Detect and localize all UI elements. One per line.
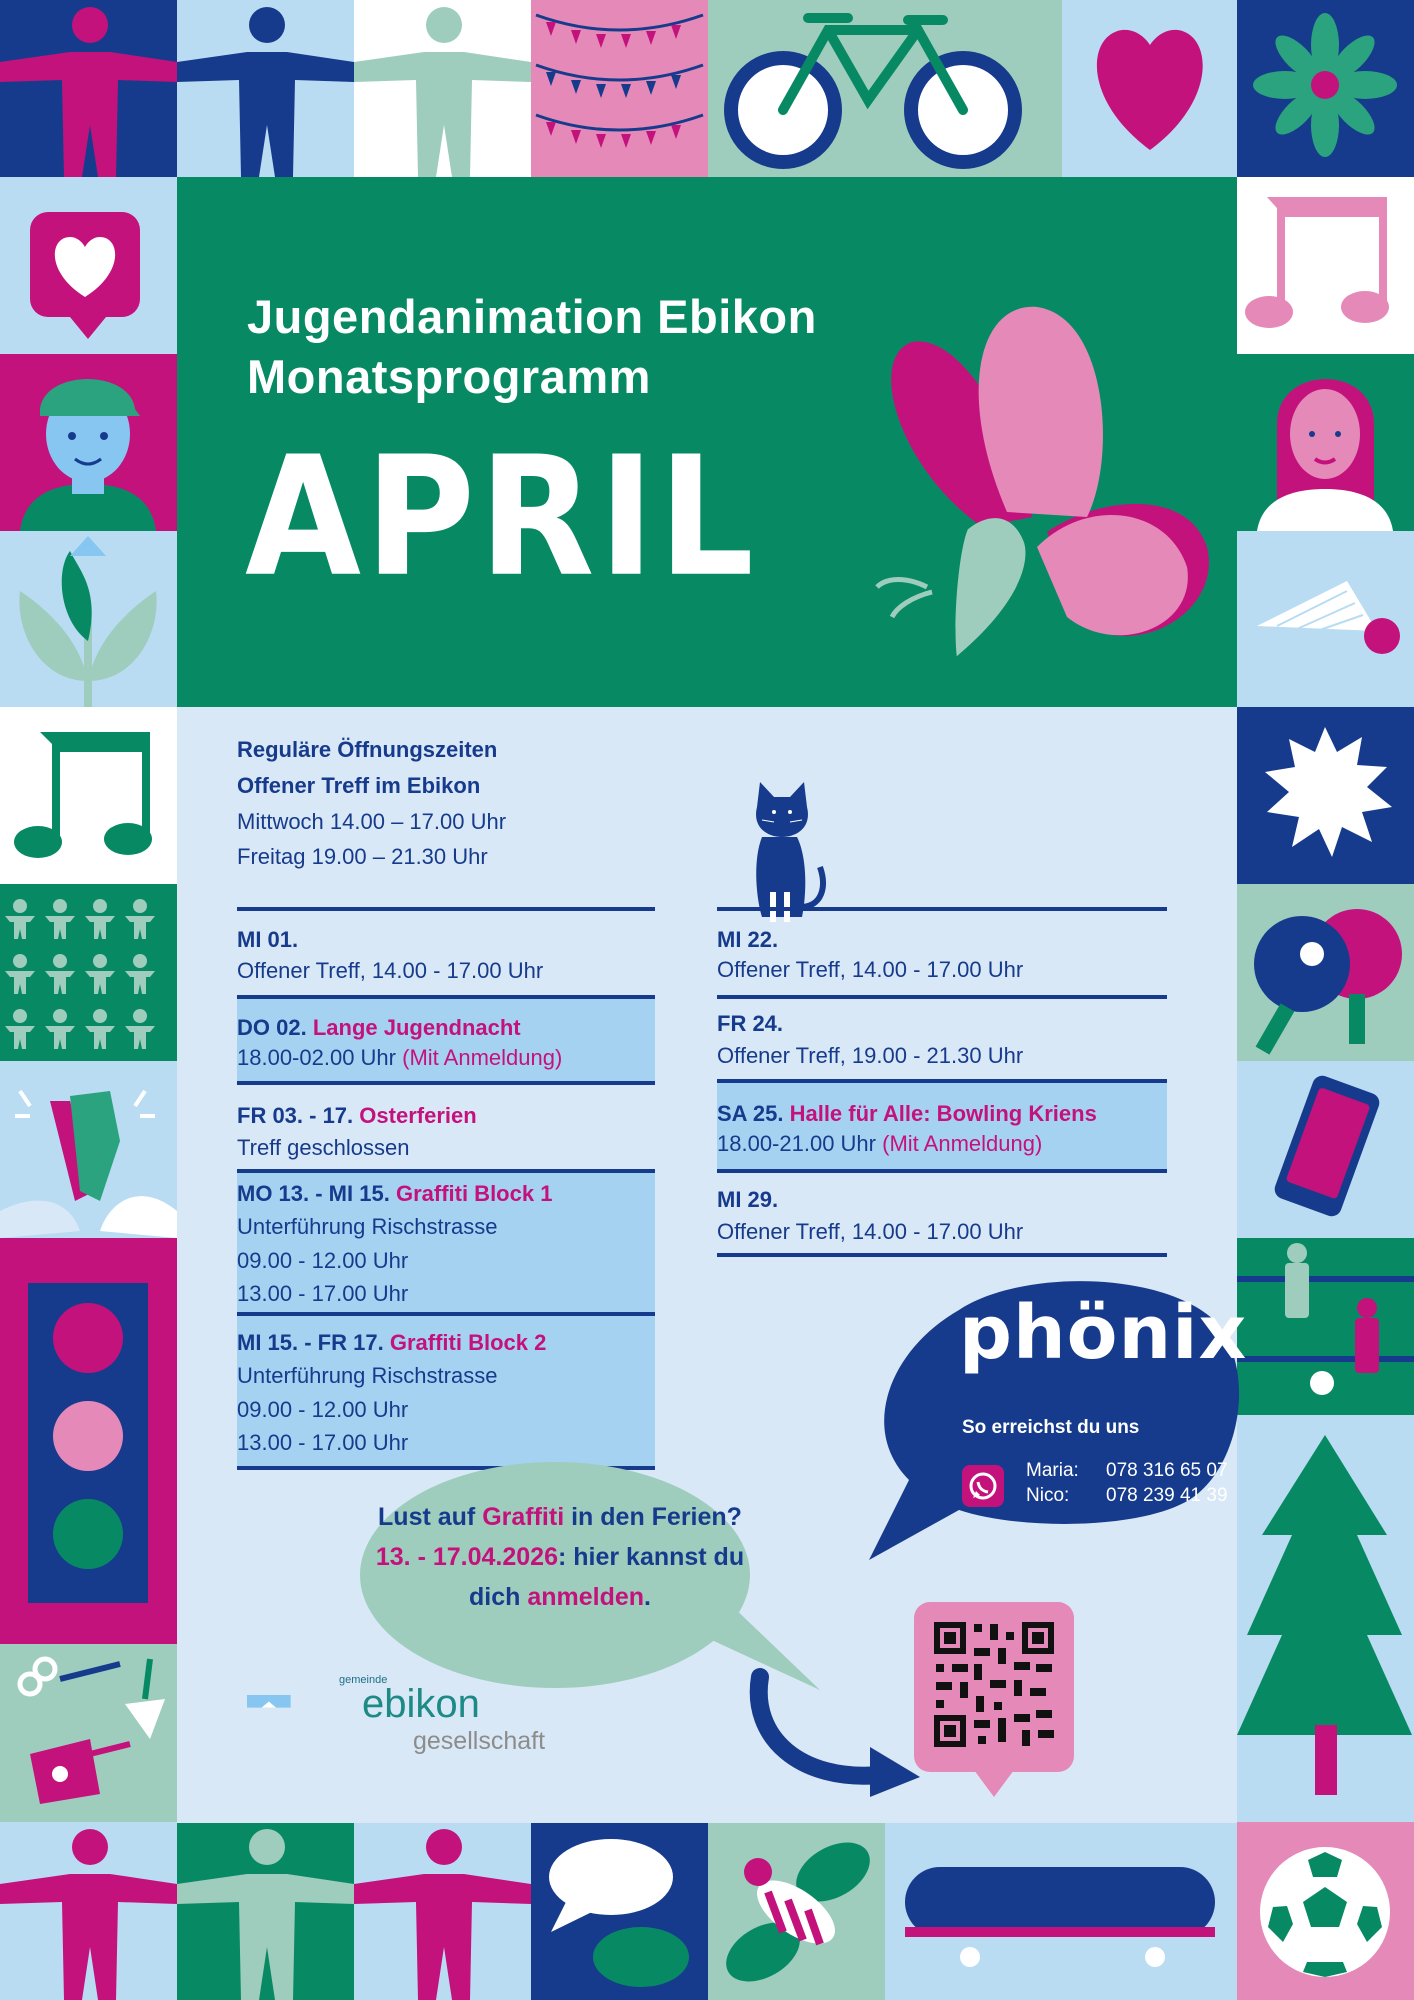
- tile-tulip: [0, 531, 177, 708]
- event-date: MI 22.: [717, 927, 779, 952]
- tile-skateboard: [885, 1822, 1237, 2000]
- opening-hours-wednesday: Mittwoch 14.00 – 17.00 Uhr: [237, 809, 507, 834]
- event-detail: 18.00-21.00 Uhr: [717, 1131, 876, 1156]
- butterfly-icon: [857, 297, 1217, 697]
- tile-like-bubble: [0, 177, 177, 354]
- opening-hours-heading: Reguläre Öffnungszeiten: [237, 737, 498, 762]
- tile-flower: [1237, 0, 1414, 177]
- event-detail: Offener Treff, 14.00 - 17.00 Uhr: [237, 958, 544, 983]
- event-location: Unterführung Rischstrasse: [237, 1214, 498, 1239]
- phonix-subtitle: So erreichst du uns: [962, 1417, 1140, 1438]
- event-note: (Mit Anmeldung): [402, 1045, 563, 1070]
- event-title: Halle für Alle: Bowling Kriens: [789, 1101, 1097, 1126]
- event-date: MI 15. - FR 17.: [237, 1330, 384, 1355]
- graffiti-text-part: : hier kannst du dich: [469, 1543, 745, 1611]
- arrow-icon: [740, 1667, 920, 1797]
- event-detail: Treff geschlossen: [237, 1135, 410, 1160]
- tile-person-magenta: [0, 0, 177, 177]
- cat-icon: [742, 782, 842, 922]
- graffiti-text-part: Lust auf: [378, 1503, 483, 1531]
- event-detail: 18.00-02.00 Uhr: [237, 1045, 396, 1070]
- tile-high-five: [0, 1061, 177, 1238]
- opening-hours-friday: Freitag 19.00 – 21.30 Uhr: [237, 844, 488, 869]
- header-subtitle: Monatsprogramm: [247, 350, 651, 403]
- graffiti-text-part: in den Ferien?: [564, 1503, 742, 1531]
- qr-code[interactable]: [914, 1602, 1074, 1802]
- tile-tree: [1237, 1415, 1414, 1822]
- phonix-logo: phönix: [959, 1290, 1248, 1376]
- event-date: MO 13. - MI 15.: [237, 1181, 390, 1206]
- tile-garden-tools: [0, 1644, 177, 1822]
- tile-heart: [1062, 0, 1239, 177]
- tile-person-bottom-mint: [177, 1822, 354, 2000]
- ebikon-logo-main: ebikon: [362, 1682, 480, 1726]
- tile-soccer-ball: [1237, 1822, 1414, 2000]
- event-detail: Offener Treff, 14.00 - 17.00 Uhr: [717, 1219, 1024, 1244]
- tile-shuttlecock: [1237, 531, 1414, 708]
- whatsapp-icon[interactable]: [962, 1465, 1004, 1507]
- content-area: [177, 707, 1248, 1823]
- event-date: MI 29.: [717, 1187, 779, 1212]
- event-title: Graffiti Block 1: [395, 1181, 553, 1206]
- event-location: Unterführung Rischstrasse: [237, 1363, 498, 1388]
- ebikon-logo-small: gemeinde: [339, 1674, 388, 1686]
- contact-maria[interactable]: [1026, 1460, 1228, 1482]
- graffiti-dates: 13. - 17.04.2026: [375, 1543, 558, 1571]
- contact-name: Nico:: [1026, 1485, 1070, 1506]
- contact-number[interactable]: 078 316 65 07: [1106, 1460, 1228, 1481]
- event-detail: Offener Treff, 19.00 - 21.30 Uhr: [717, 1043, 1024, 1068]
- graffiti-keyword: Graffiti: [482, 1503, 565, 1531]
- tile-phone: [1237, 1061, 1414, 1238]
- event-fr-03-17: [237, 1085, 655, 1173]
- tile-bee: [708, 1822, 885, 2000]
- tile-badge-star: [1237, 707, 1414, 884]
- event-time-afternoon: 13.00 - 17.00 Uhr: [237, 1281, 409, 1306]
- header-banner: [177, 177, 1237, 707]
- event-title: Lange Jugendnacht: [312, 1015, 521, 1040]
- event-time-morning: 09.00 - 12.00 Uhr: [237, 1248, 409, 1273]
- graffiti-invitation-text: [360, 1497, 760, 1617]
- tile-bicycle: [708, 0, 1062, 177]
- month-title: APRIL: [245, 422, 758, 614]
- event-do-02: [237, 999, 655, 1085]
- tile-girl-avatar: [1237, 354, 1414, 531]
- event-date: MI 01.: [237, 927, 299, 952]
- tile-bunting: [531, 0, 708, 177]
- graffiti-text-part: .: [644, 1583, 651, 1611]
- tile-person-bottom-magenta: [0, 1822, 177, 2000]
- event-mi-22: [717, 911, 1167, 999]
- event-date: FR 24.: [717, 1011, 784, 1036]
- event-sa-25: [717, 1083, 1167, 1173]
- event-title: Osterferien: [359, 1103, 477, 1128]
- event-graffiti-block-1: [237, 1173, 655, 1316]
- event-mi-29: [717, 1173, 1167, 1257]
- tile-boy-avatar: [0, 354, 177, 531]
- event-date: SA 25.: [717, 1101, 784, 1126]
- event-time-morning: 09.00 - 12.00 Uhr: [237, 1397, 409, 1422]
- ebikon-logo-sub: gesellschaft: [413, 1727, 546, 1755]
- header-title: Jugendanimation Ebikon: [247, 290, 817, 343]
- tile-music-note-right: [1237, 177, 1414, 354]
- ebikon-logo-wave: [247, 1692, 367, 1727]
- event-time-afternoon: 13.00 - 17.00 Uhr: [237, 1430, 409, 1455]
- tile-paper-people: [0, 884, 177, 1061]
- contact-name: Maria:: [1026, 1460, 1079, 1481]
- tile-music-note-left: [0, 707, 177, 884]
- graffiti-signup-link[interactable]: anmelden: [527, 1583, 645, 1611]
- event-title: Graffiti Block 2: [389, 1330, 547, 1355]
- event-date: FR 03. - 17.: [237, 1103, 354, 1128]
- event-note: (Mit Anmeldung): [882, 1131, 1043, 1156]
- opening-hours-subheading: Offener Treff im Ebikon: [237, 773, 481, 798]
- tile-chat-bubbles: [531, 1822, 708, 2000]
- event-fr-24: [717, 999, 1167, 1083]
- tile-foosball: [1237, 1238, 1414, 1415]
- event-detail: Offener Treff, 14.00 - 17.00 Uhr: [717, 957, 1024, 982]
- tile-person-navy: [177, 0, 354, 177]
- contact-number[interactable]: 078 239 41 39: [1106, 1485, 1228, 1506]
- event-mi-01: [237, 911, 655, 999]
- tile-traffic-light: [0, 1238, 177, 1644]
- tile-ping-pong: [1237, 884, 1414, 1061]
- contact-nico[interactable]: [1026, 1485, 1228, 1507]
- event-graffiti-block-2: [237, 1316, 655, 1470]
- tile-person-bottom-magenta-2: [354, 1822, 531, 2000]
- event-date: DO 02.: [237, 1015, 307, 1040]
- tile-person-mint: [354, 0, 531, 177]
